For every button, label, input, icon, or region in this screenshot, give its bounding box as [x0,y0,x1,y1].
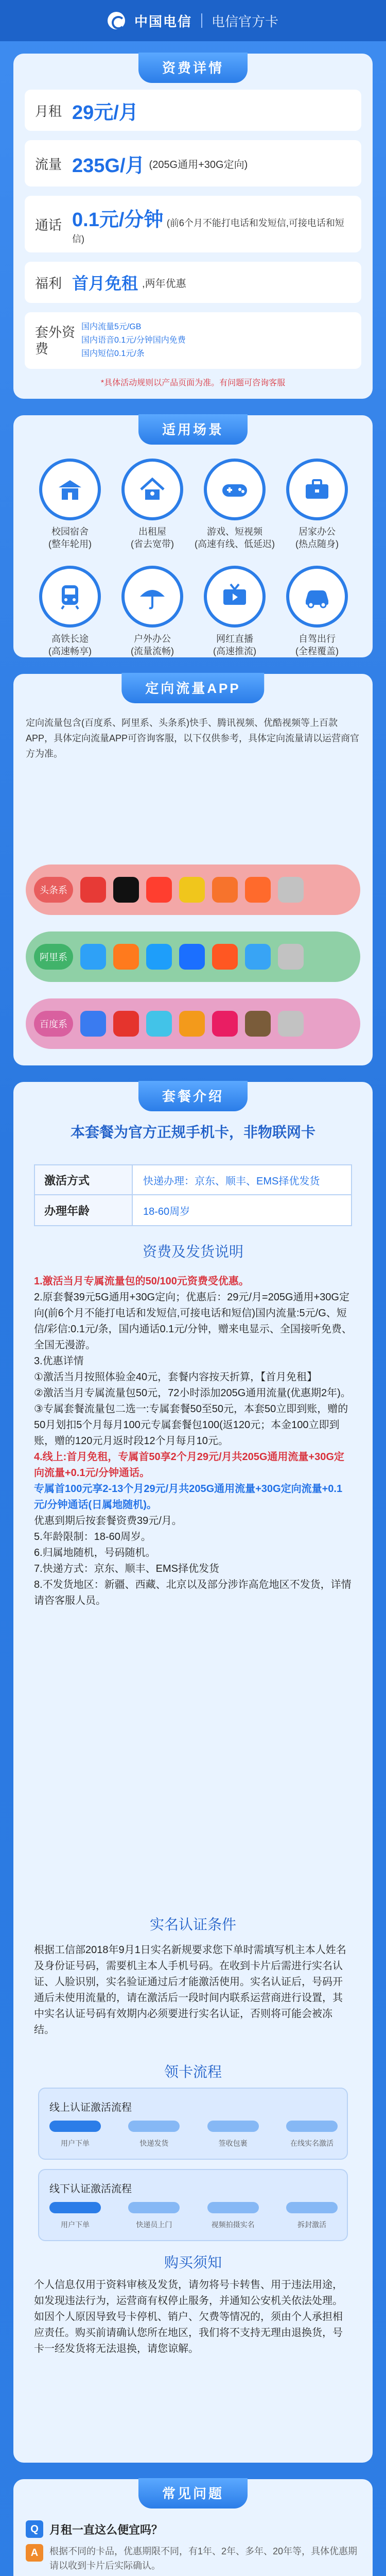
detail-label: 福利 [35,275,62,291]
process-heading: 领卡流程 [164,2064,222,2080]
detail-label: 套外资费 [35,325,76,357]
details-note: *具体活动规则以产品页面为准。有问题可咨询客服 [100,379,286,387]
train-icon [39,566,101,628]
rule-line: ③专属套餐流量包二选一:专属套餐50至50元，本套50立即到账，赠的50月划扣5个月每月100元专属套餐包100(返120元；本金100立即到账，赠的120元月返时段12个月每月10元。 [34,1403,348,1447]
process-step [49,2121,101,2148]
notice-text: 个人信息仅用于资料审核及发货，请勿将号卡转售、用于违法用途，如发现违法行为，运营商有权停止服务，并通知公安机关依法处理。如因个人原因导致号卡停机、销户、欠费等情况的，须由个人承担相应责任。购买前请确认您所在地区，我们将不支持无理由退换货，号卡一经发货将无法退换，请您谅解。 [34,2279,343,2354]
umbrella-icon [121,566,183,628]
rule-line: 4.线上:首月免租，专属首50享2个月29元/月共205G通用流量+30G定向流量+0.1元/分钟通话。 [34,1451,344,1479]
intro-headline: 本套餐为官方正规手机卡，非物联网卡 [70,1124,315,1140]
app-icon [212,1011,238,1037]
house-icon [121,459,183,520]
step-bar [207,2121,259,2132]
app-icon [146,944,172,970]
scenario-item [194,566,276,657]
banner-divider [201,13,202,28]
scenario-item [276,459,358,550]
notice-heading: 购买须知 [164,2255,222,2270]
detail-row-monthly-fee [25,90,361,131]
scenario-label: 网红直播 [216,634,253,644]
detail-sub: (前6个月不能打电话和发短信,可接电话和短信) [72,217,344,244]
scenario-item [276,566,358,657]
real-name-heading: 实名认证条件 [149,1917,236,1933]
step-label: 签收包裹 [218,2139,248,2147]
app-icon [80,1011,106,1037]
scenario-label: 校园宿舍 [51,527,89,537]
process-step [128,2202,180,2230]
offline-steps [49,2202,338,2230]
flow-row-ali [26,931,360,982]
scenario-label: 自驾出行 [299,634,336,644]
app-icon [212,944,238,970]
info-table [34,1164,352,1226]
info-key: 办理年龄 [35,1195,133,1225]
scenario-grid [29,459,358,657]
extra-fee-line: 国内流量5元/GB [81,323,142,331]
app-icon [113,944,139,970]
detail-label: 流量 [35,156,62,172]
rule-line: ①激活当月按照体验金40元，套餐内容按天折算，【首月免租】 [34,1371,318,1383]
app-icon [245,877,271,903]
info-value: 快递办理：京东、顺丰、EMS择优发货 [133,1165,351,1194]
flow-tag: 百度系 [34,1011,73,1037]
rule-line: 2.原套餐39元5G通用+30G定向；优惠后：29元/月=205G通用+30G定向(前6个月不能打电话和发短信,可接电话和短信)国内流量:5元/G、短信/彩信:0.1元/条，国内通话0.1元/分钟，赠来电显示、全国接听免费、全国无漫游。 [34,1292,352,1351]
extra-fee-line: 国内短信0.1元/条 [81,349,145,358]
extra-fee-line: 国内语音0.1元/分钟国内免费 [81,336,186,345]
step-label: 视频拍摄实名 [211,2221,255,2229]
step-label: 快递员上门 [136,2221,172,2229]
step-label: 在线实名激活 [290,2139,334,2147]
app-icon [80,877,106,903]
scenario-sub: (整年轮用) [48,539,92,549]
flow-row-toutiao [26,865,360,915]
rule-line: ②激活当月专属流量包50元，72小时添加205G通用流量(优惠期2年)。 [34,1387,351,1399]
more-apps-icon [278,877,304,903]
rule-line: 7.快递方式：京东、顺丰、EMS择优发货 [34,1563,220,1574]
package-intro-title: 套餐介绍 [138,1081,248,1111]
scenario-item [111,566,194,657]
detail-sub: (205G通用+30G定向) [149,159,248,171]
scenario-label: 高铁长途 [51,634,89,644]
china-telecom-logo-icon [108,12,125,29]
offline-process-title: 线下认证激活流程 [49,2183,132,2195]
app-icon [113,877,139,903]
app-icon [212,877,238,903]
faq-card [13,2479,373,2576]
directed-flow-card [13,674,373,1065]
step-label: 用户下单 [61,2139,90,2147]
scenario-sub: (流量流畅) [131,646,174,656]
detail-value: 首月免租 [72,274,138,293]
rule-line: 5.年龄限制：18-60周岁。 [34,1531,151,1543]
process-step [128,2121,180,2148]
flow-tag: 头条系 [34,877,73,903]
detail-sub: ,两年优惠 [142,278,186,290]
rule-line: 优惠到期后按套餐资费39元/月。 [34,1515,182,1527]
scenario-label: 出租屋 [138,527,166,537]
more-apps-icon [278,1011,304,1037]
online-process-title: 线上认证激活流程 [49,2102,132,2113]
info-row [35,1195,351,1225]
step-bar [49,2121,101,2132]
faq-item [26,2520,360,2573]
detail-value: 29元/月 [72,101,138,124]
faq-title: 常见问题 [138,2478,248,2509]
scenario-item [29,566,111,657]
process-step [286,2121,338,2148]
package-intro-card [13,1082,373,2463]
app-icon [113,1011,139,1037]
scenario-sub: (高速有线、低延迟) [195,539,275,549]
app-icon [80,944,106,970]
info-row [35,1165,351,1195]
answer-icon: A [26,2544,43,2562]
detail-row-data [25,140,361,187]
scenario-sub: (高速畅享) [48,646,92,656]
step-label: 用户下单 [61,2221,90,2229]
info-value: 18-60周岁 [133,1195,351,1225]
rules-heading: 资费及发货说明 [142,1244,243,1260]
scenario-label: 居家办公 [299,527,336,537]
flow-tag: 阿里系 [34,944,73,970]
detail-row-benefit [25,262,361,303]
scenario-item [194,459,276,550]
detail-label: 月租 [35,103,62,119]
process-step [207,2121,259,2148]
rule-line: 1.激活当月专属流量包的50/100元资费受优惠。 [34,1276,249,1287]
brand-slogan: 电信官方卡 [212,13,279,29]
step-bar [286,2121,338,2132]
step-bar [128,2202,180,2213]
scenario-label: 游戏、短视频 [207,527,262,537]
question-icon: Q [26,2520,43,2538]
more-apps-icon [278,944,304,970]
scenario-sub: (热点随身) [295,539,339,549]
rules-list [34,1274,352,1609]
step-bar [49,2202,101,2213]
rule-line: 6.归属地随机，号码随机。 [34,1547,156,1558]
rule-line: 专属首100元享2-13个月29元/月共205G通用流量+30G定向流量+0.1元/分钟通话(日属地随机)。 [34,1483,343,1511]
briefcase-icon [286,459,348,520]
scenario-label: 户外办公 [134,634,171,644]
app-icon [146,877,172,903]
tariff-details-card [13,54,373,399]
app-icon [179,944,205,970]
car-icon [286,566,348,628]
app-icon [179,877,205,903]
app-icon [245,1011,271,1037]
step-label: 快递发货 [139,2139,169,2147]
rule-line: 8.不发货地区：新疆、西藏、北京以及部分涉诈高危地区不发货，详情请咨客服人员。 [34,1579,352,1606]
rule-line: 3.优惠详情 [34,1355,84,1367]
real-name-text: 根据工信部2018年9月1日实名新规要求您下单时需填写机主本人姓名及身份证号码，需要机主本人手机号码。在收到卡片后需进行实名认证、人脸识别，实名验证通过后才能激活使用。实名认证后，号码开通后未使用流量的，请在激活后一段时间内联系运营商进行设置，其中实名认证号码有效期内必须要进行实名认证，否则将可能会被冻结。 [34,1944,346,2036]
process-step [49,2202,101,2230]
directed-flow-title: 定向流量APP [121,673,264,703]
top-banner [0,0,386,41]
app-icon [179,1011,205,1037]
process-step [286,2202,338,2230]
step-bar [128,2121,180,2132]
scenario-sub: (高速推流) [213,646,256,656]
app-icon [146,1011,172,1037]
detail-value: 0.1元/分钟 [72,209,164,231]
scenarios-card [13,415,373,657]
detail-row-calls [25,196,361,252]
scenario-item [111,459,194,550]
detail-label: 通话 [35,217,62,233]
tariff-details-title: 资费详情 [138,53,248,83]
scenario-item [29,459,111,550]
scenario-sub: (省去宽带) [131,539,174,549]
app-icon [245,944,271,970]
tv-icon [204,566,266,628]
faq-question: 月租一直这么便宜吗？ [49,2523,163,2536]
info-key: 激活方式 [35,1165,133,1194]
detail-row-extra-fees [25,312,361,369]
directed-flow-desc: 定向流量包含(百度系、阿里系、头条系)快手、腾讯视频、优酷视频等上百款APP，具体定向流量APP可咨询客服，以下仅供参考，具体定向流量请以运营商官方为准。 [26,718,360,759]
scenarios-title: 适用场景 [138,414,248,445]
school-icon [39,459,101,520]
detail-value: 235G/月 [72,155,145,177]
scenario-sub: (全程覆盖) [295,646,339,656]
brand-name: 中国电信 [134,13,192,29]
step-bar [286,2202,338,2213]
step-bar [207,2202,259,2213]
online-process-box [38,2088,348,2160]
online-steps [49,2121,338,2148]
process-step [207,2202,259,2230]
step-label: 拆封激活 [297,2221,326,2229]
faq-answer: 根据不同的卡品，优惠期限不同，有1年、2年、多年、20年等，具体优惠期请以收到卡片后实际确认。 [49,2546,358,2571]
offline-process-box [38,2169,348,2241]
gamepad-icon [204,459,266,520]
flow-row-baidu [26,998,360,1049]
